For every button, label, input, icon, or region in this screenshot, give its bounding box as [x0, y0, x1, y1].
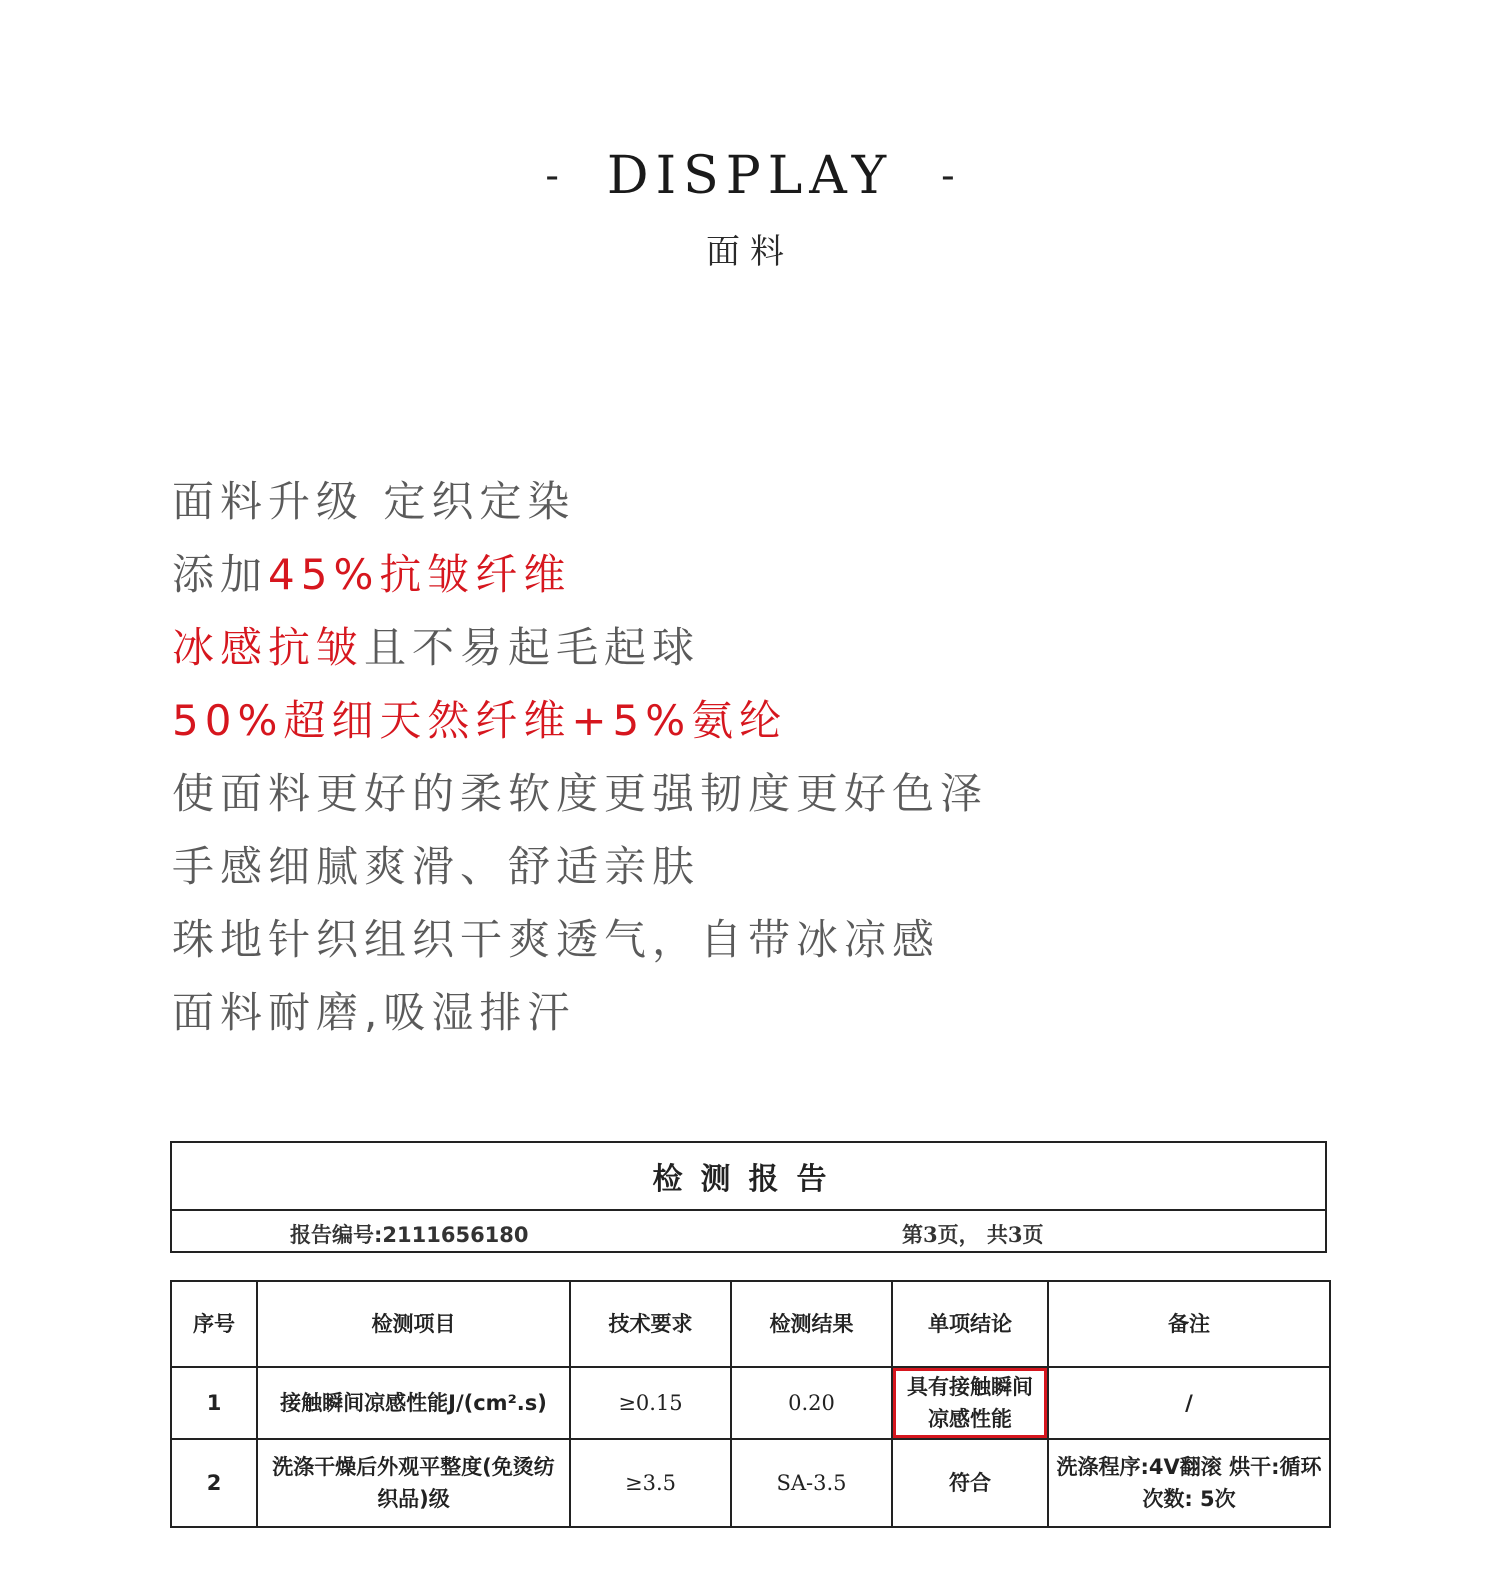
- display-title-row: [0, 146, 1500, 206]
- cell-requirement: ≥0.15: [570, 1367, 731, 1439]
- col-header-requirement: 技术要求: [570, 1281, 731, 1367]
- highlight-text: 冰感抗皱: [172, 623, 365, 672]
- cell-no: 1: [171, 1367, 257, 1439]
- cell-item: 接触瞬间凉感性能J/(cm².s): [257, 1367, 570, 1439]
- description-text: 面料升级 定织定染: [172, 477, 576, 526]
- cell-remark: 洗涤程序:4V翻滚 烘干:循环次数: 5次: [1048, 1439, 1330, 1527]
- display-title: DISPLAY: [606, 146, 894, 206]
- col-header-item: 检测项目: [257, 1281, 570, 1367]
- table-header-row: [171, 1281, 1330, 1367]
- report-title: 检测报告: [172, 1143, 1325, 1211]
- col-header-result: 检测结果: [731, 1281, 892, 1367]
- description-text: 使面料更好的柔软度更强韧度更好色泽: [172, 769, 989, 818]
- cell-conclusion-highlighted: 具有接触瞬间凉感性能: [892, 1367, 1048, 1439]
- description-line: [172, 691, 988, 764]
- col-header-conclusion: 单项结论: [892, 1281, 1048, 1367]
- cell-item: 洗涤干燥后外观平整度(免烫纺织品)级: [257, 1439, 570, 1527]
- description-line: [172, 618, 988, 691]
- description-line: [172, 472, 988, 545]
- cell-remark: /: [1048, 1367, 1330, 1439]
- left-dash: -: [545, 153, 559, 199]
- cell-result: 0.20: [731, 1367, 892, 1439]
- description-line: [172, 910, 988, 983]
- report-header: [170, 1141, 1327, 1253]
- cell-conclusion: 符合: [892, 1439, 1048, 1527]
- description-text: 添加: [172, 550, 269, 599]
- test-report-table: [170, 1280, 1331, 1528]
- highlight-text: 45%抗皱纤维: [268, 550, 572, 599]
- section-header: [0, 146, 1500, 273]
- description-text: 面料耐磨,吸湿排汗: [172, 988, 576, 1037]
- cell-result: SA-3.5: [731, 1439, 892, 1527]
- report-meta: [172, 1211, 1325, 1255]
- description-line: [172, 764, 988, 837]
- cell-requirement: ≥3.5: [570, 1439, 731, 1527]
- description-line: [172, 983, 988, 1056]
- col-header-no: 序号: [171, 1281, 257, 1367]
- description-line: [172, 837, 988, 910]
- description-text: 且不易起毛起球: [364, 623, 701, 672]
- description-line: [172, 545, 988, 618]
- right-dash: -: [941, 153, 955, 199]
- table-row: [171, 1439, 1330, 1527]
- description-text: 手感细腻爽滑、舒适亲肤: [172, 842, 701, 891]
- fabric-description: [172, 472, 988, 1056]
- display-subtitle: 面料: [706, 232, 794, 272]
- table-row: [171, 1367, 1330, 1439]
- col-header-remark: 备注: [1048, 1281, 1330, 1367]
- description-text: 珠地针织组织干爽透气，自带冰凉感: [172, 915, 941, 964]
- report-number: 报告编号:2111656180: [290, 1223, 529, 1247]
- cell-no: 2: [171, 1439, 257, 1527]
- highlight-text: 50%超细天然纤维+5%氨纶: [172, 696, 788, 745]
- report-page-info: 第3页， 共3页: [902, 1222, 1044, 1247]
